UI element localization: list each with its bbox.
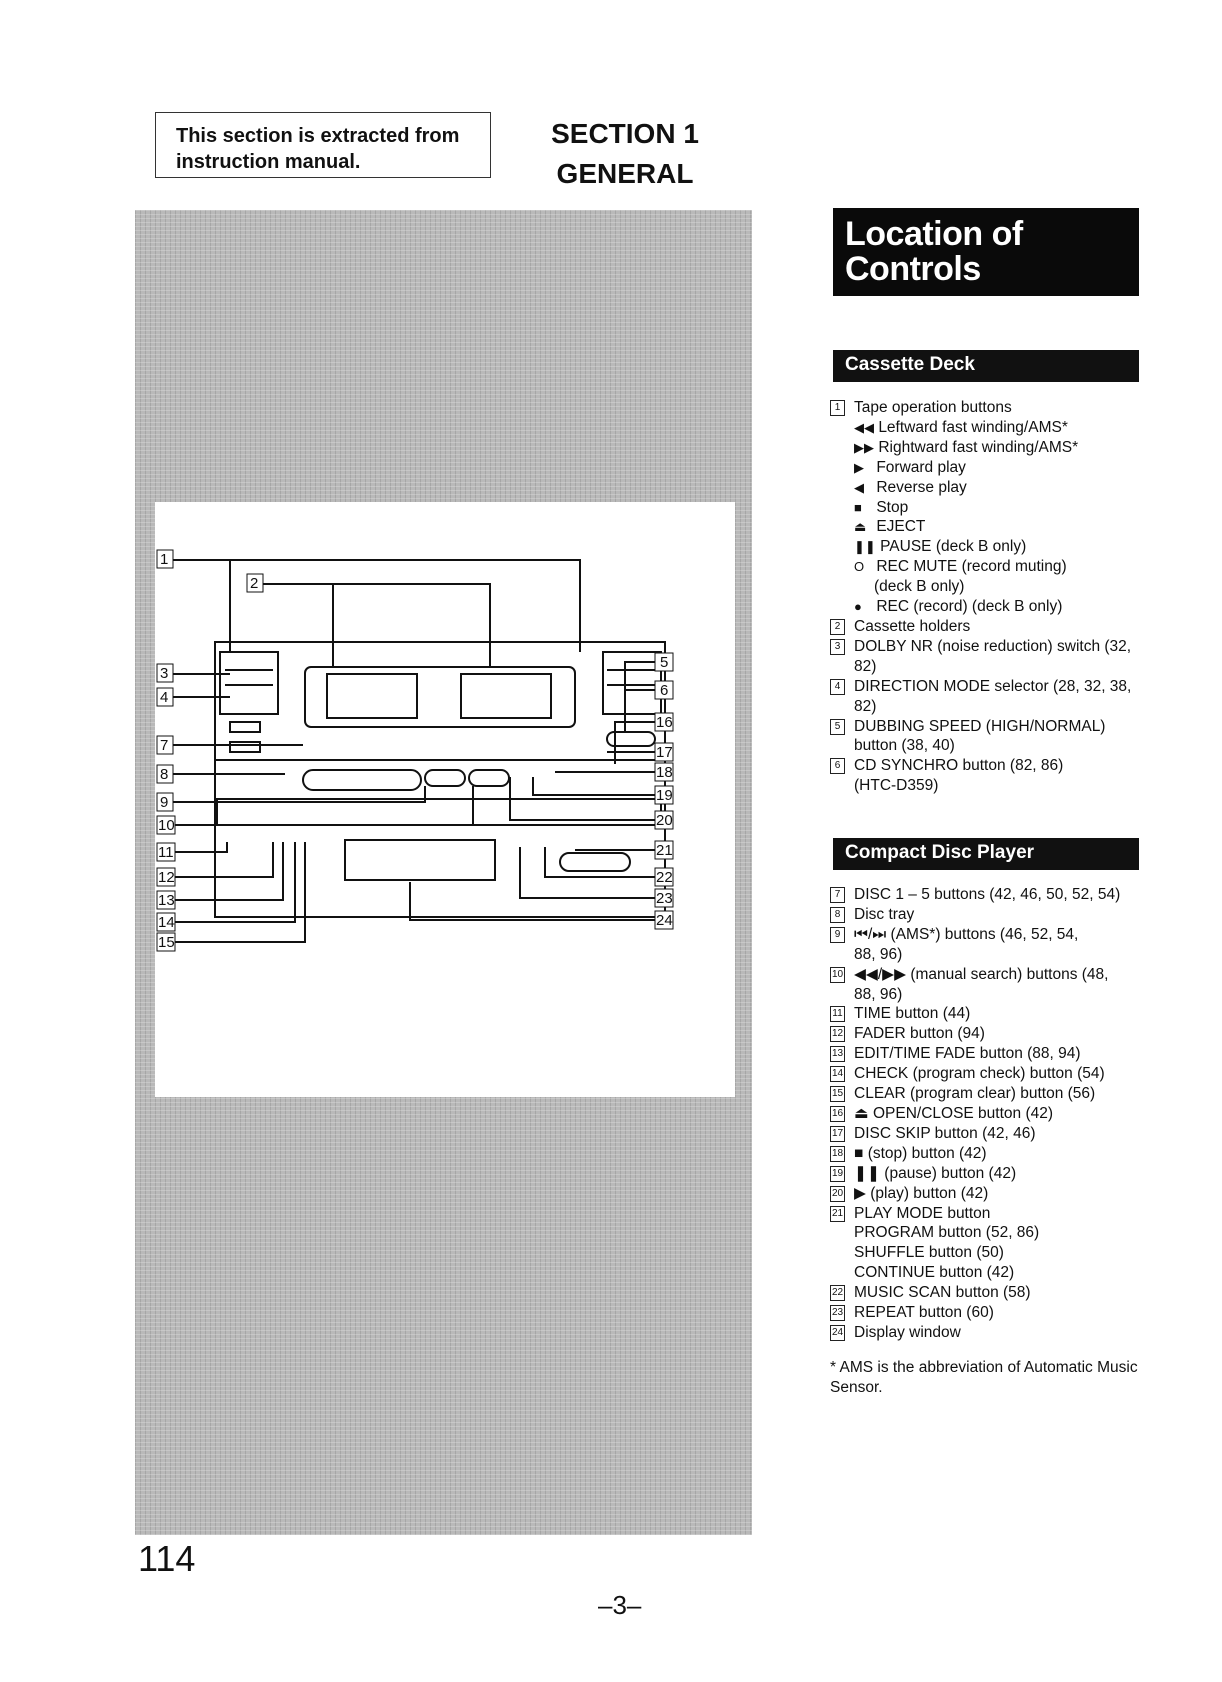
callout-23: 23 — [656, 890, 673, 907]
callout-7: 7 — [160, 737, 169, 754]
cd-player-heading — [833, 838, 1139, 870]
list-item: 12 FADER button (94) — [831, 1025, 985, 1043]
cassette-deck-heading — [833, 350, 1139, 382]
list-item: 8 Disc tray — [830, 905, 1160, 925]
list-item: (deck B only) — [874, 578, 965, 596]
extract-note-box — [155, 112, 491, 178]
list-item: 13 EDIT/TIME FADE button (88, 94) — [831, 1045, 1081, 1063]
callout-14: 14 — [158, 914, 175, 931]
section-title: GENERAL — [556, 158, 694, 189]
list-item: 24 Display window — [831, 1323, 961, 1341]
callout-9: 9 — [160, 794, 169, 811]
list-item: PROGRAM button (52, 86) — [854, 1224, 1040, 1242]
display-window — [345, 840, 495, 880]
page-number-center: –3– — [598, 1590, 642, 1620]
ams-footnote: * AMS is the abbreviation of Automatic Music Sensor. — [830, 1359, 1138, 1396]
list-item: 4 DIRECTION MODE selector (28, 32, 38, — [830, 677, 1160, 697]
list-item: ⏏ EJECT — [854, 518, 926, 536]
front-panel-diagram — [155, 502, 735, 1097]
fast-forward-icon: ▶▶ — [854, 439, 874, 455]
stop-icon: ■ — [854, 499, 862, 515]
list-item: ▶ Forward play — [854, 458, 966, 476]
cassette-deck-list — [830, 398, 1160, 796]
list-item: 18 ■ (stop) button (42) — [831, 1144, 987, 1162]
list-item: 1 Tape operation buttons — [830, 398, 1160, 418]
list-item: 20 ▶ (play) button (42) — [831, 1184, 989, 1202]
list-item: 82) — [854, 657, 877, 675]
list-item: 22 MUSIC SCAN button (58) — [831, 1284, 1031, 1302]
record-icon: ● — [854, 599, 862, 615]
callout-5: 5 — [660, 654, 669, 671]
play-icon: ▶ — [854, 459, 864, 475]
callout-8: 8 — [160, 766, 169, 783]
list-item: ◀ Reverse play — [854, 478, 967, 496]
list-item: 88, 96) — [854, 985, 903, 1003]
pause-icon: ❚❚ — [854, 539, 876, 555]
list-item: 23 REPEAT button (60) — [831, 1304, 994, 1322]
callout-2: 2 — [250, 575, 259, 592]
section-number: SECTION 1 — [551, 118, 699, 149]
list-item: 3 DOLBY NR (noise reduction) switch (32, — [830, 637, 1160, 657]
callout-18: 18 — [656, 764, 673, 781]
list-item: 16 ⏏ OPEN/CLOSE button (42) — [831, 1104, 1054, 1122]
list-item: ❚❚ PAUSE (deck B only) — [854, 538, 1027, 556]
list-item: 88, 96) — [854, 945, 903, 963]
title-line-2: Controls — [845, 250, 981, 288]
callout-11: 11 — [158, 844, 174, 861]
callout-4: 4 — [160, 689, 169, 706]
callout-21: 21 — [656, 842, 673, 859]
cassette-window-a — [327, 674, 417, 718]
list-item: 6 CD SYNCHRO button (82, 86) — [830, 756, 1160, 776]
cd-player-list — [830, 885, 1160, 1343]
rewind-icon: ◀◀ — [854, 419, 874, 435]
eject-icon: ⏏ — [854, 519, 867, 535]
callout-22: 22 — [656, 869, 673, 886]
list-item: ▶▶ Rightward fast winding/AMS* — [854, 438, 1079, 456]
callout-15: 15 — [158, 934, 175, 951]
section-heading — [520, 114, 730, 194]
callout-10: 10 — [158, 817, 175, 834]
list-item: CONTINUE button (42) — [854, 1264, 1015, 1282]
callout-6: 6 — [660, 682, 669, 699]
list-item: 9 ⏮/⏭ (AMS*) buttons (46, 52, 54, — [830, 925, 1160, 945]
list-item: 11 TIME button (44) — [830, 1004, 1160, 1024]
reverse-play-icon: ◀ — [854, 479, 864, 495]
deck-a-buttons — [220, 652, 278, 714]
callout-24: 24 — [656, 912, 673, 929]
list-item: 21 PLAY MODE button — [831, 1204, 991, 1222]
list-item: 10 ◀◀/▶▶ (manual search) buttons (48, — [831, 965, 1109, 983]
list-item: 7 DISC 1 – 5 buttons (42, 46, 50, 52, 54) — [830, 885, 1160, 905]
list-item: 5 DUBBING SPEED (HIGH/NORMAL) — [830, 717, 1160, 737]
page-number-left: 114 — [138, 1538, 196, 1579]
disc-buttons — [303, 770, 421, 790]
callout-12: 12 — [158, 869, 175, 886]
list-item: SHUFFLE button (50) — [854, 1244, 1004, 1262]
list-item: 2 Cassette holders — [830, 617, 1160, 637]
callout-3: 3 — [160, 665, 169, 682]
list-item: ■ Stop — [854, 498, 909, 516]
callout-19: 19 — [656, 787, 673, 804]
title-line-1: Location of — [845, 215, 1023, 253]
item-1-label: Tape operation buttons — [854, 399, 1012, 416]
list-item: 82) — [854, 697, 877, 715]
cd-player-heading-text: Compact Disc Player — [845, 842, 1035, 863]
cassette-window-b — [461, 674, 551, 718]
control-icon: ■ — [854, 1144, 864, 1162]
cassette-deck-heading-text: Cassette Deck — [845, 354, 975, 375]
control-icon: ⏏ — [854, 1104, 869, 1122]
control-icon: ❚❚ — [854, 1164, 880, 1182]
control-icon: ⏮/⏭ — [854, 925, 887, 943]
list-item: 19 ❚❚ (pause) button (42) — [831, 1164, 1017, 1182]
extract-note: This section is extracted from instruction manual. — [176, 125, 460, 173]
list-item: 14 CHECK (program check) button (54) — [831, 1065, 1105, 1083]
list-item: O REC MUTE (record muting) — [854, 558, 1067, 576]
list-item: 17 DISC SKIP button (42, 46) — [831, 1124, 1036, 1142]
callout-16: 16 — [656, 714, 673, 731]
list-item: 15 CLEAR (program clear) button (56) — [831, 1085, 1096, 1103]
control-icon: ◀◀/▶▶ — [854, 965, 906, 983]
callout-1: 1 — [160, 551, 169, 568]
rec-mute-icon: O — [854, 559, 865, 575]
control-icon: ▶ — [854, 1184, 866, 1202]
list-item: ● REC (record) (deck B only) — [854, 598, 1063, 616]
list-item: (HTC-D359) — [854, 777, 939, 795]
location-of-controls-title — [833, 208, 1139, 296]
callout-20: 20 — [656, 812, 673, 829]
callout-17: 17 — [656, 744, 673, 761]
callout-13: 13 — [158, 892, 175, 909]
list-item: ◀◀ Leftward fast winding/AMS* — [854, 418, 1068, 436]
list-item: button (38, 40) — [854, 737, 955, 755]
front-panel-illustration — [155, 502, 735, 1097]
